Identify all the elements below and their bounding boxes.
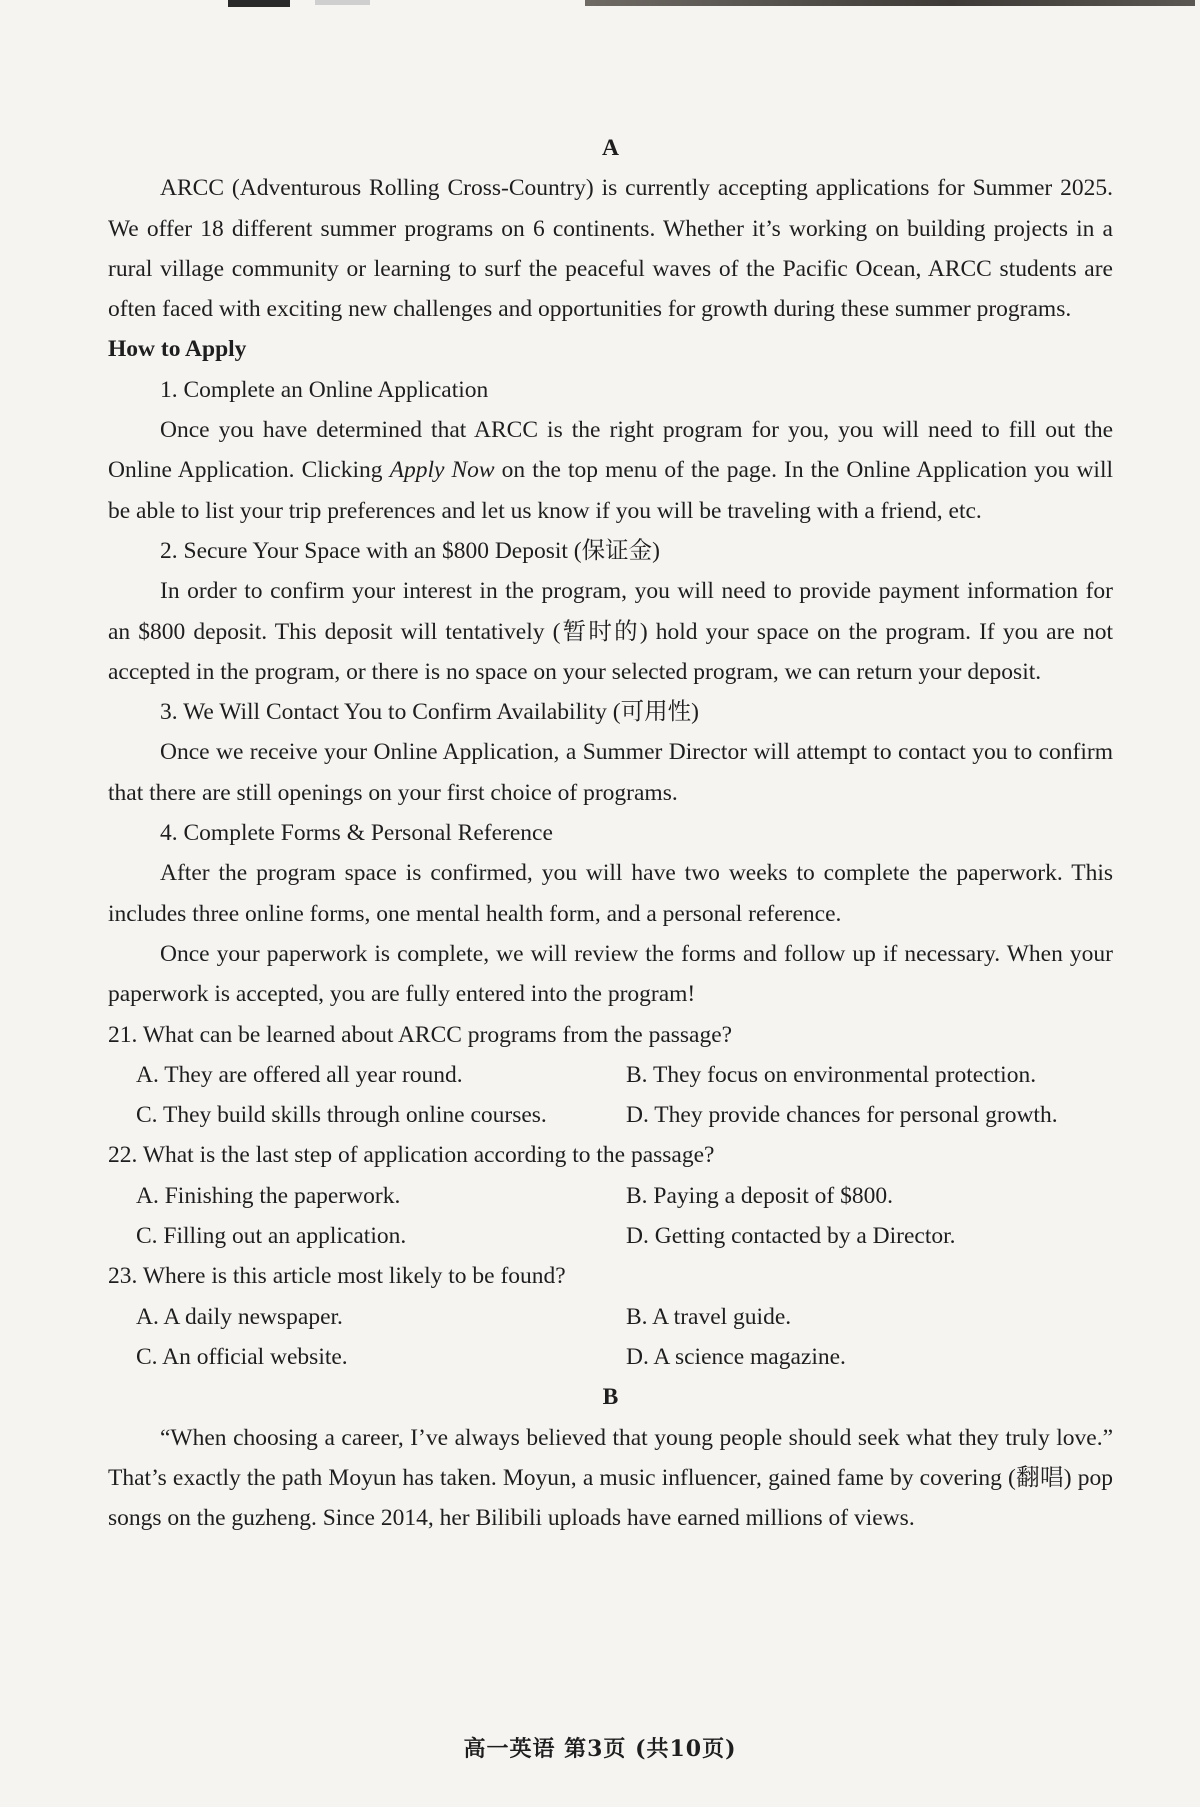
- option-c: C. An official website.: [136, 1343, 348, 1370]
- section-b-text: “When choosing a career, I’ve always believed that young people should seek what they truly love.” That’s exactly the path Moyun has taken. Moyun, a music influencer, gained fame by covering (翻唱) pop songs on the guzheng. Since 2014, her Bilibili uploads have earned millions of views.: [108, 1424, 1113, 1532]
- options: [108, 1055, 1113, 1136]
- question-stem: 22. What is the last step of application according to the passage?: [108, 1142, 715, 1169]
- options: [108, 1297, 1113, 1378]
- option-b: B. A travel guide.: [626, 1303, 792, 1330]
- option-d: D. Getting contacted by a Director.: [626, 1223, 956, 1250]
- page-footer: 高一英语 第3页 (共10页): [463, 1736, 737, 1762]
- option-b: B. Paying a deposit of $800.: [626, 1182, 893, 1209]
- section-a-closing: Once your paperwork is complete, we will review the forms and follow up if necessary. When your paperwork is accepted, you are fully entered into the program!: [108, 940, 1113, 1008]
- question-stem: 21. What can be learned about ARCC programs from the passage?: [108, 1021, 733, 1048]
- scan-artifact: [585, 0, 1195, 6]
- option-b: B. They focus on environmental protection.: [626, 1061, 1037, 1088]
- how-to-apply-heading: How to Apply: [108, 336, 247, 363]
- scan-artifact: [228, 0, 290, 7]
- step1-title: 1. Complete an Online Application: [160, 376, 489, 403]
- step1-text-b: on the top menu of the page. In the Online Application you will be able to list your trip preferences and let us know if you will be traveling with a friend, etc.: [108, 457, 1114, 524]
- option-c: C. Filling out an application.: [136, 1223, 407, 1250]
- question-22: [108, 1135, 1113, 1256]
- option-a: A. Finishing the paperwork.: [136, 1182, 401, 1209]
- option-a: A. They are offered all year round.: [136, 1061, 463, 1088]
- step3-text: Once we receive your Online Application, a Summer Director will attempt to contact you to confirm that there are still openings on your first choice of programs.: [108, 739, 1113, 806]
- section-a-label: A: [602, 135, 619, 161]
- step2-text: In order to confirm your interest in the program, you will need to provide payment information for an $800 deposit. This deposit will tentatively (暂时的) hold your space on the program. If you are not accepted in the program, or there is no space on your selected program, we can return your deposit.: [108, 578, 1113, 685]
- question-stem: 23. Where is this article most likely to be found?: [108, 1263, 566, 1290]
- option-d: D. They provide chances for personal growth.: [626, 1102, 1058, 1129]
- step1-text: [108, 410, 1113, 531]
- apply-now-text: Apply Now: [389, 457, 495, 484]
- section-b-label: B: [602, 1384, 619, 1411]
- step4-title: 4. Complete Forms & Personal Reference: [160, 820, 553, 847]
- option-d: D. A science magazine.: [626, 1343, 846, 1370]
- scan-artifact: [315, 0, 370, 5]
- section-a-intro: ARCC (Adventurous Rolling Cross-Country) is currently accepting applications for Summer 2025. We offer 18 different summer programs on 6 continents. Whether it’s working on building projects in a rural village community or learning to surf the peaceful waves of the Pacific Ocean, ARCC students are often faced with exciting new challenges and opportunities for growth during these summer programs.: [108, 175, 1113, 323]
- step4-text: After the program space is confirmed, you will have two weeks to complete the paperwork. This includes three online forms, one mental health form, and a personal reference.: [108, 860, 1113, 927]
- step1-text-a: Once you have determined that ARCC is the right program for you, you will need to fill out the Online Application. Clicking: [108, 417, 1113, 484]
- exam-page: [108, 128, 1113, 1538]
- step3-title: 3. We Will Contact You to Confirm Availability (可用性): [160, 699, 699, 726]
- question-23: [108, 1256, 1113, 1377]
- options: [108, 1176, 1113, 1257]
- step2-title: 2. Secure Your Space with an $800 Deposit (保证金): [160, 537, 660, 564]
- question-21: [108, 1015, 1113, 1136]
- option-a: A. A daily newspaper.: [136, 1303, 343, 1330]
- option-c: C. They build skills through online courses.: [136, 1102, 547, 1129]
